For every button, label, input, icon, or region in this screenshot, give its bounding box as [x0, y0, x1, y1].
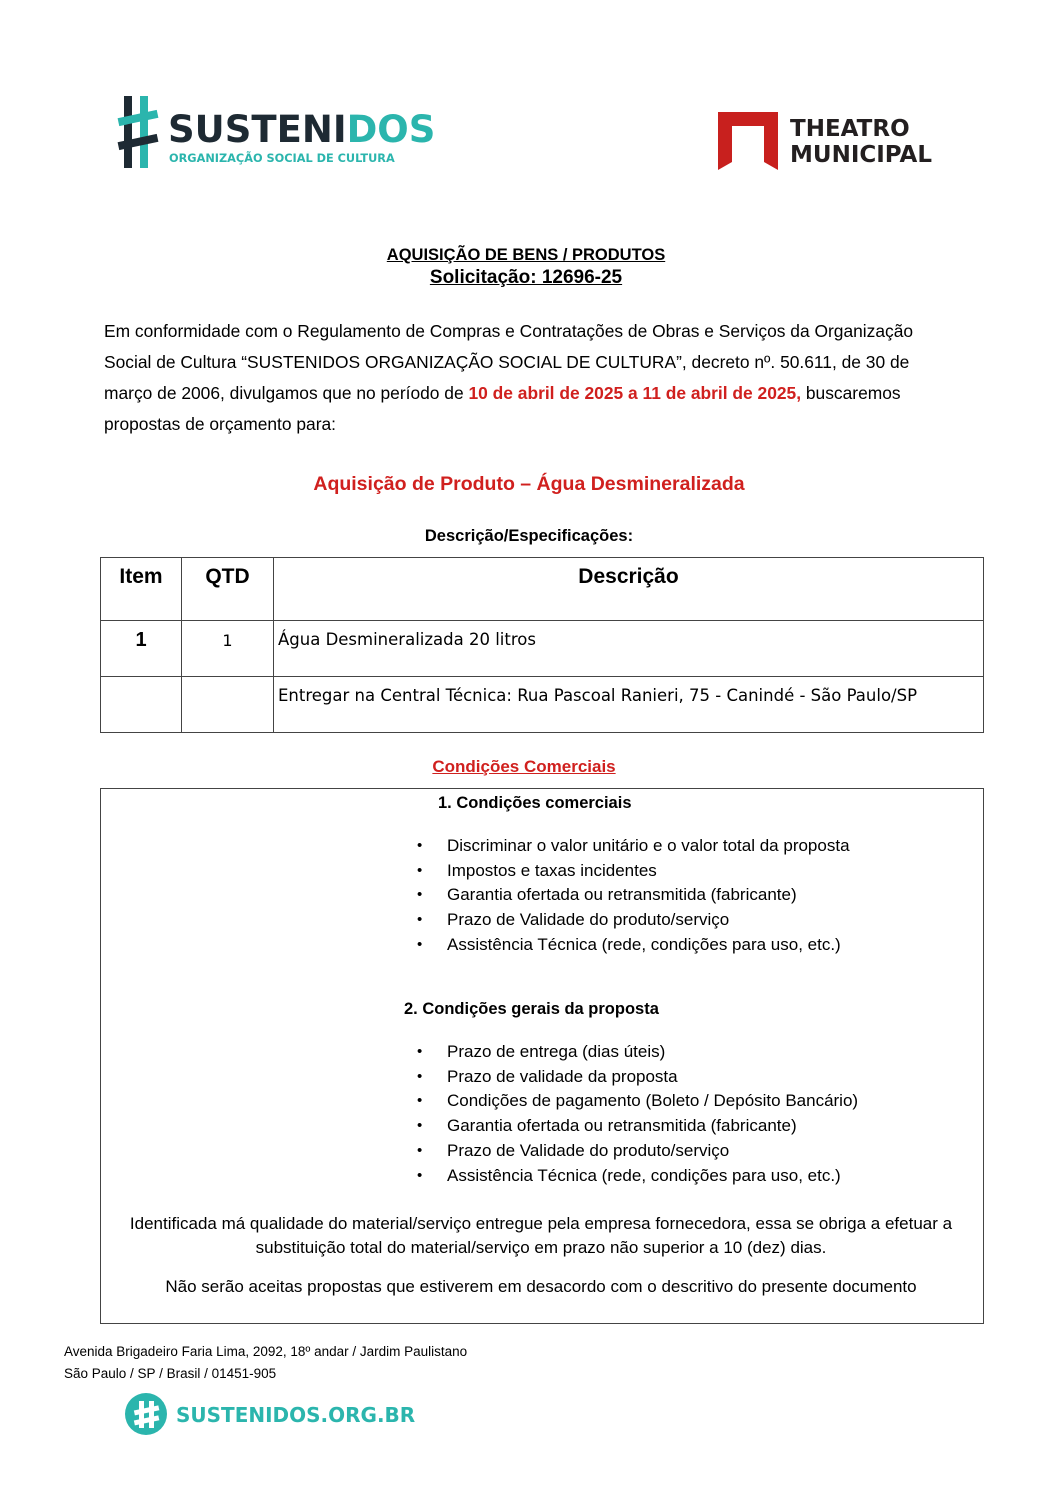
cell-desc: Água Desmineralizada 20 litros — [274, 621, 984, 677]
header-qtd: QTD — [182, 558, 274, 621]
list-item: • Discriminar o valor unitário e o valor total da proposta — [417, 834, 850, 859]
footer-logo — [124, 1392, 416, 1436]
theatro-line2: MUNICIPAL — [790, 142, 933, 168]
spec-label: Descrição/Especificações: — [424, 527, 634, 545]
list-item: • Prazo de validade da proposta — [417, 1065, 858, 1090]
header-item: Item — [101, 558, 182, 621]
list-item: • Assistência Técnica (rede, condições para uso, etc.) — [417, 1164, 858, 1189]
table-row — [101, 677, 984, 733]
intro-text-start: Em conformidade com o Regulamento de Compras e Contratações de Obras e Serviços da Organização Social de Cultura “SUSTENIDOS ORGANIZAÇÃO SOCIAL DE CULTURA”, decreto nº. 50.611, de 30 de março de 2006, divulgamos que no período de — [104, 321, 914, 403]
main-heading: Aquisição de Produto – Água Desmineralizada — [313, 473, 745, 495]
list-item: • Prazo de Validade do produto/serviço — [417, 1139, 858, 1164]
hash-circle-icon — [124, 1392, 168, 1436]
list-item: • Prazo de entrega (dias úteis) — [417, 1040, 858, 1065]
sustenidos-tagline: ORGANIZAÇÃO SOCIAL DE CULTURA — [169, 152, 395, 165]
conditions-heading: Condições Comerciais — [432, 757, 616, 776]
section1-list — [417, 834, 850, 958]
document-title: AQUISIÇÃO DE BENS / PRODUTOS — [386, 246, 666, 264]
cell-qtd: 1 — [182, 621, 274, 677]
list-item: • Prazo de Validade do produto/serviço — [417, 908, 850, 933]
quality-notice: Identificada má qualidade do material/serviço entregue pela empresa fornecedora, essa se obriga a efetuar a substituição total do material/serviço em prazo não superior a 10 (dez) dias. — [129, 1214, 953, 1257]
section2-list — [417, 1040, 858, 1188]
table-row — [101, 621, 984, 677]
sustenidos-logo — [116, 92, 436, 172]
sustenidos-wordmark: SUSTENIDOS — [168, 108, 436, 151]
list-item: • Impostos e taxas incidentes — [417, 859, 850, 884]
intro-paragraph — [104, 316, 954, 440]
table-header-row — [101, 558, 984, 621]
header-desc: Descrição — [274, 558, 984, 621]
hash-logo-icon — [116, 92, 436, 172]
list-item: • Garantia ofertada ou retransmitida (fabricante) — [417, 883, 850, 908]
section1-title: 1. Condições comerciais — [438, 794, 632, 812]
list-item: • Assistência Técnica (rede, condições para uso, etc.) — [417, 933, 850, 958]
cell-item — [101, 677, 182, 733]
theatro-line1: THEATRO — [790, 116, 910, 142]
footer-address-line2: São Paulo / SP / Brasil / 01451-905 — [64, 1366, 277, 1381]
list-item: • Garantia ofertada ou retransmitida (fabricante) — [417, 1114, 858, 1139]
theatro-municipal-logo — [716, 108, 956, 174]
cell-qtd — [182, 677, 274, 733]
intro-period: 10 de abril de 2025 a 11 de abril de 2025, — [468, 383, 802, 403]
list-item: • Condições de pagamento (Boleto / Depósito Bancário) — [417, 1089, 858, 1114]
rejection-notice: Não serão aceitas propostas que estiverem em desacordo com o descritivo do presente documento — [165, 1277, 917, 1296]
request-number: Solicitação: 12696-25 — [429, 267, 623, 288]
footer-url[interactable]: SUSTENIDOS.ORG.BR — [176, 1403, 416, 1427]
cell-desc: Entregar na Central Técnica: Rua Pascoal Ranieri, 75 - Canindé - São Paulo/SP — [274, 677, 984, 733]
intro-text-end: buscaremos propostas de orçamento para: — [104, 383, 901, 434]
footer-address-line1: Avenida Brigadeiro Faria Lima, 2092, 18º andar / Jardim Paulistano — [64, 1344, 468, 1359]
theatro-arch-icon — [718, 112, 778, 170]
items-table — [100, 557, 984, 733]
cell-item: 1 — [101, 621, 182, 677]
section2-title: 2. Condições gerais da proposta — [404, 1000, 659, 1018]
